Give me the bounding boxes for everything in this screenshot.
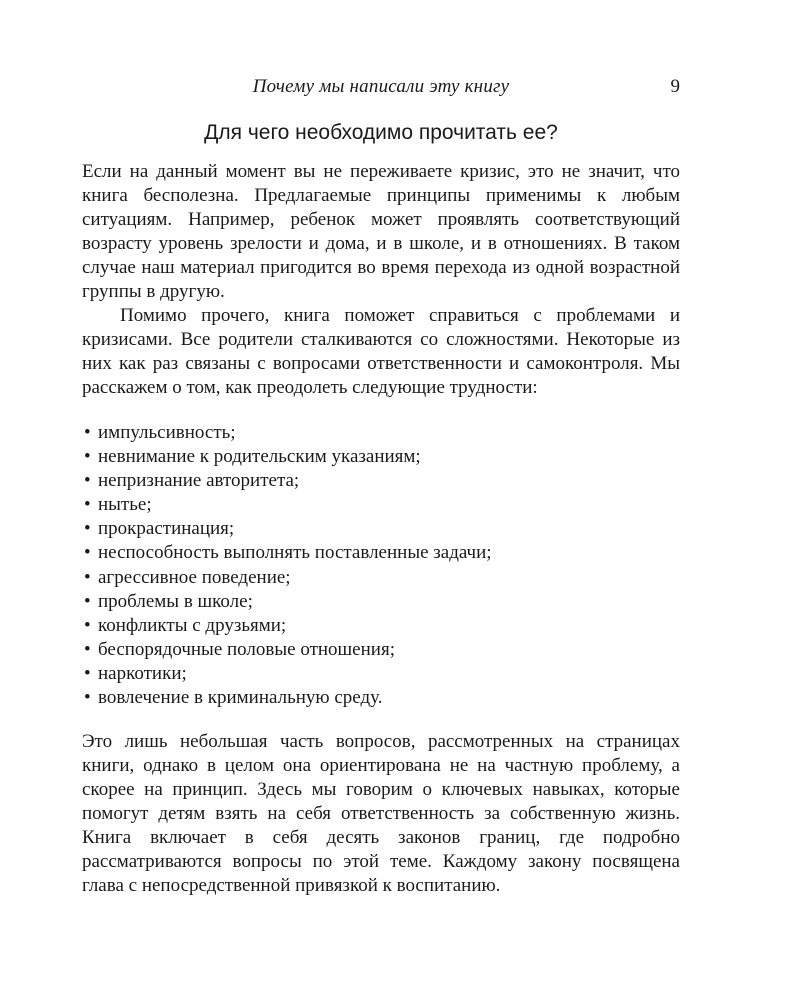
list-item-text: беспорядочные половые отношения; <box>98 638 395 660</box>
list-item <box>82 469 680 493</box>
bullet-icon: • <box>84 470 91 492</box>
list-item-text: невнимание к родительским указаниям; <box>98 446 421 468</box>
difficulties-list <box>82 421 680 710</box>
bullet-icon: • <box>84 638 91 660</box>
section-heading: Для чего необходимо прочитать ее? <box>204 121 558 144</box>
bullet-icon: • <box>84 494 91 516</box>
list-item <box>82 686 680 710</box>
list-item <box>82 638 680 662</box>
list-item-text: агрессивное поведение; <box>98 566 291 588</box>
list-item-text: проблемы в школе; <box>98 590 253 612</box>
list-item-text: импульсивность; <box>98 422 236 443</box>
bullet-icon: • <box>84 518 91 540</box>
list-item-text: вовлечение в криминальную среду. <box>98 687 383 709</box>
list-item <box>82 590 680 614</box>
list-item <box>82 662 680 686</box>
running-header <box>82 74 680 100</box>
list-item-text: непризнание авторитета; <box>98 470 300 492</box>
bullet-icon: • <box>84 590 91 612</box>
list-item <box>82 517 680 541</box>
paragraph-conclusion: Это лишь небольшая часть вопросов, рассмотренных на страницах книги, однако в целом она ориентирована не на частную проблему, а скорее на принцип. Здесь мы говорим о ключевых навыках, которые помогут детям взять на себя ответственность за собственную жизнь. Книга включает в себя десять законов границ, где подробно рассматриваются вопросы по этой теме. Каждому закону посвящена глава с непосредственной привязкой к воспитанию. <box>82 731 680 896</box>
list-item <box>82 445 680 469</box>
bullet-icon: • <box>84 614 91 636</box>
list-item-text: нытье; <box>98 494 152 516</box>
bullet-icon: • <box>84 422 91 443</box>
bullet-icon: • <box>84 566 91 588</box>
list-item-text: наркотики; <box>98 662 187 684</box>
page-number: 9 <box>670 76 680 97</box>
list-item-text: конфликты с друзьями; <box>98 614 287 636</box>
bullet-icon: • <box>84 542 91 564</box>
running-title: Почему мы написали эту книгу <box>252 76 510 97</box>
list-item <box>82 541 680 565</box>
paragraph-difficulties-intro: Помимо прочего, книга поможет справиться с проблемами и кризисами. Все родители сталкиваются со сложностями. Некоторые из них как раз связаны с вопросами ответственности и самоконтроля. Мы расскажем о том, как преодолеть следующие трудности: <box>82 305 680 398</box>
paragraph-intro: Если на данный момент вы не переживаете кризис, это не значит, что книга бесполезна. Предлагаемые принципы применимы к любым ситуациям. Например, ребенок может проявлять соответствующий возрасту уровень зрелости и дома, и в школе, и в отношениях. В таком случае наш материал пригодится во время перехода из одной возрастной группы в другую. <box>82 161 680 302</box>
bullet-icon: • <box>84 662 91 684</box>
list-item <box>82 493 680 517</box>
list-item <box>82 566 680 590</box>
bullet-icon: • <box>84 687 91 709</box>
bullet-icon: • <box>84 446 91 468</box>
list-item <box>82 614 680 638</box>
list-item-text: прокрастинация; <box>98 518 235 540</box>
list-item-text: неспособность выполнять поставленные задачи; <box>98 542 492 564</box>
list-item <box>82 421 680 445</box>
